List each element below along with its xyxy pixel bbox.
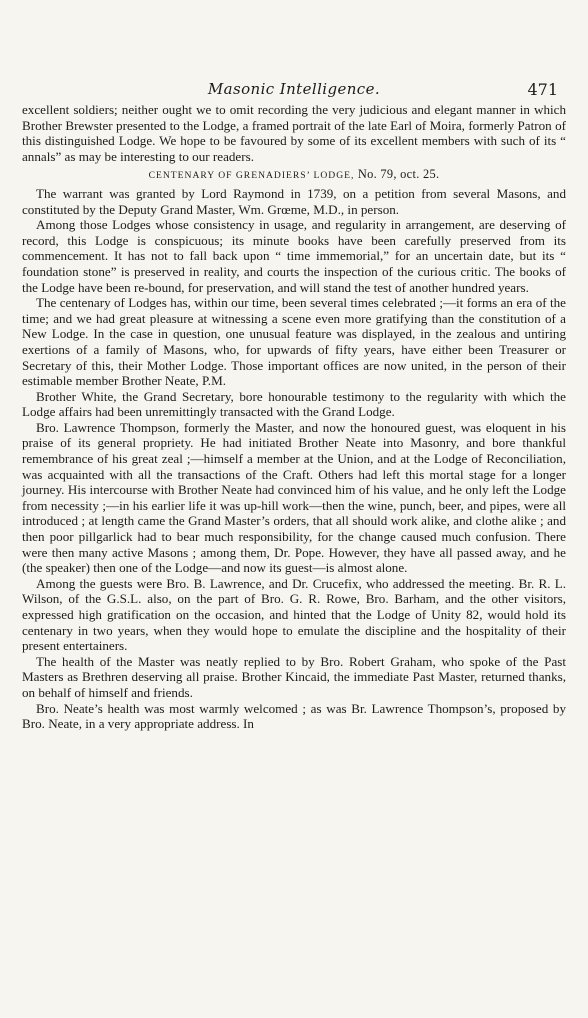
- paragraph-lawrence-thompson: Bro. Lawrence Thompson, formerly the Master, and now the honoured guest, was eloquent in his praise of its general propriety. He had initiated Brother Neate into Masonry, and bore thankful remembrance of his great zeal ;—himself a member at the Union, and at the Lodge of Reconciliation, was acquainted with all the transactions of the Craft. Others had left this mortal stage for a longer journey. His intercourse with Brother Neate had convinced him of his value, and he only left the Lodge from necessity ;—in his earlier life it was up-hill work—then the wine, punch, beer, and pipes, were all introduced ; at length came the Grand Master’s orders, that all should work alike, and clothe alike ; and then poor pillgarlick had to bear much responsibility, for the change caused much confusion. There were then many active Masons ; among them, Dr. Pope. However, they have all passed away, and he (the speaker) then one of the Lodge—and now its guest—is almost alone.: [22, 419, 566, 576]
- paragraph-warrant: The warrant was granted by Lord Raymond in 1739, on a petition from several Masons, and constituted by the Deputy Grand Master, Wm. Grœme, M.D., in person.: [22, 185, 566, 217]
- body-text: [22, 102, 566, 732]
- running-title: Masonic Intelligence.: [207, 80, 381, 98]
- paragraph-master-health: The health of the Master was neatly replied to by Bro. Robert Graham, who spoke of the Past Masters as Brethren deserving all praise. Brother Kincaid, the immediate Past Master, returned thanks, on behalf of himself and friends.: [22, 653, 566, 700]
- running-head: [22, 80, 566, 102]
- paragraph-opening: excellent soldiers; neither ought we to omit recording the very judicious and elegant manner in which Brother Brewster presented to the Lodge, a framed portrait of the late Earl of Moira, formerly Patron of this distinguished Lodge. We hope to be favoured by some of its excellent members with such of its “ annals” as may be interesting to our readers.: [22, 102, 566, 164]
- paragraph-centenary: The centenary of Lodges has, within our time, been several times celebrated ;—it forms an era of the time; and we had great pleasure at witnessing a scene even more gratifying than the constitution of a New Lodge. In the case in question, one unusual feature was displayed, in the zealous and untiring exertions of a family of Masons, who, for upwards of fifty years, have either been Treasurer or Secretary of this, their Mother Lodge. Those important offices are now united, in the person of their estimable member Brother Neate, P.M.: [22, 295, 566, 389]
- paragraph-neate-health: Bro. Neate’s health was most warmly welcomed ; as was Br. Lawrence Thompson’s, proposed by Bro. Neate, in a very appropriate address. In: [22, 700, 566, 732]
- paragraph-brother-white: Brother White, the Grand Secretary, bore honourable testimony to the regularity with which the Lodge affairs had been unremittingly transacted with the Grand Lodge.: [22, 388, 566, 420]
- paragraph-consistency: Among those Lodges whose consistency in usage, and regularity in arrangement, are deserving of record, this Lodge is conspicuous; its minute books have been carefully preserved from its commencement. It has not to fall back upon “ time immemorial,” for an uncertain date, but its “ foundation stone” is preserved in reality, and courts the inspection of the curious critic. The books of the Lodge have been re-bound, for preservation, and will stand the test of another hundred years.: [22, 217, 566, 295]
- section-heading-number: No. 79, oct. 25.: [357, 167, 440, 182]
- page-number: 471: [527, 80, 558, 99]
- section-heading-name: CENTENARY OF GRENADIERS’ LODGE,: [148, 170, 355, 182]
- section-heading: [22, 167, 566, 184]
- paragraph-guests: Among the guests were Bro. B. Lawrence, and Dr. Crucefix, who addressed the meeting. Br. R. L. Wilson, of the G.S.L. also, on the part of Bro. G. R. Rowe, Bro. Barham, and the other visitors, expressed high gratification on the occasion, and hinted that the Lodge of Unity 82, would hold its centenary in two years, when they would hope to emulate the discipline and the hospitality of their present entertainers.: [22, 575, 566, 654]
